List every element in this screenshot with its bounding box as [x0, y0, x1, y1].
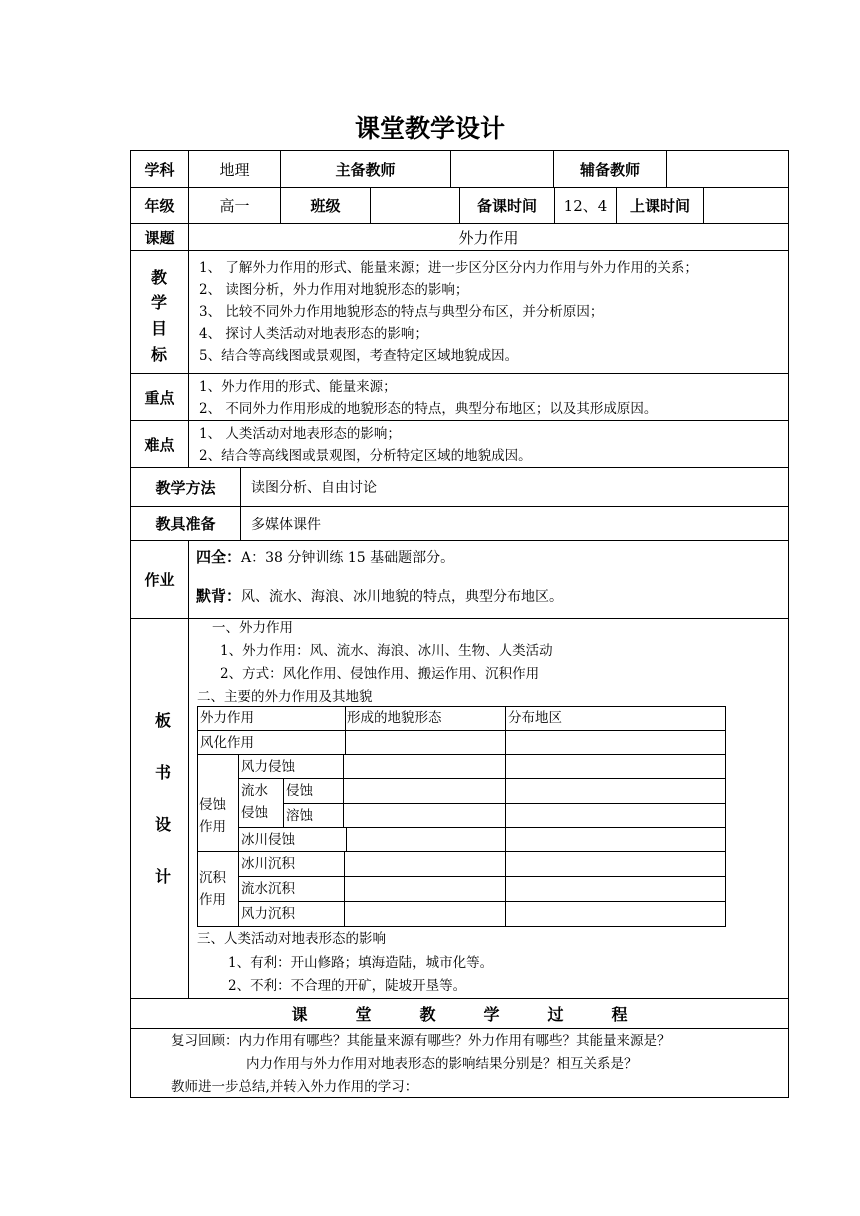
process-header-char: 过 — [547, 1005, 564, 1024]
board-line: 1、外力作用：风、流水、海浪、冰川、生物、人类活动 — [220, 643, 553, 659]
method-value: 读图分析、自由讨论 — [240, 467, 789, 507]
board-table-cell — [344, 901, 506, 927]
board-table-cell — [505, 876, 726, 902]
assist-teacher-value — [666, 150, 789, 188]
board-table-water-erosion: 侵蚀 — [286, 783, 313, 799]
process-line: 教师进一步总结,并转入外力作用的学习： — [171, 1079, 419, 1095]
process-header-char: 学 — [483, 1005, 500, 1024]
difficult-point-item: 2、结合等高线图或景观图，分析特定区域的地貌成因。 — [199, 448, 532, 464]
process-header-char: 课 — [291, 1005, 308, 1024]
board-table-glacier-deposition: 冰川沉积 — [241, 856, 295, 872]
class-time-label: 上课时间 — [616, 187, 704, 224]
board-table-cell — [505, 803, 726, 828]
board-table-erosion-group — [199, 794, 227, 838]
subject-label: 学科 — [130, 150, 189, 188]
key-point-item: 1、外力作用的形式、能量来源； — [199, 379, 397, 395]
board-line: 2、方式：风化作用、侵蚀作用、搬运作用、沉积作用 — [220, 666, 540, 682]
difficult-points-label: 难点 — [130, 420, 189, 468]
process-header-char: 教 — [419, 1005, 436, 1024]
board-table-cell — [343, 803, 506, 828]
board-table-erosion-group-label: 侵蚀作用 — [199, 797, 226, 835]
homework-item-1-text: A：38 分钟训练 15 基础题部分。 — [241, 550, 455, 566]
board-line: 1、有利：开山修路；填海造陆，城市化等。 — [228, 955, 494, 971]
prep-time-value: 12、4 — [554, 187, 617, 224]
board-table-header: 外力作用 — [200, 710, 254, 726]
tools-label: 教具准备 — [130, 506, 241, 541]
goals-label-char: 标 — [151, 345, 168, 364]
goals-label-char: 目 — [151, 319, 168, 338]
board-table-cell — [505, 851, 726, 877]
key-points-content — [188, 373, 789, 421]
topic-value: 外力作用 — [188, 223, 789, 251]
board-table-cell — [343, 778, 506, 804]
subject-value: 地理 — [188, 150, 281, 188]
goals-content — [188, 250, 789, 374]
board-table-cell — [343, 754, 506, 779]
homework-item-2 — [196, 587, 563, 606]
difficult-point-item: 1、 人类活动对地表形态的影响； — [199, 426, 401, 442]
page-title: 课堂教学设计 — [354, 114, 505, 143]
homework-item-1-prefix: 四全： — [196, 548, 242, 566]
board-table-glacier-erosion: 冰川侵蚀 — [241, 832, 295, 848]
prep-time-label: 备课时间 — [459, 187, 555, 224]
board-table-water-dissolution: 溶蚀 — [286, 808, 313, 824]
goal-item: 5、结合等高线图或景观图，考查特定区域地貌成因。 — [199, 348, 519, 364]
board-table-header: 分布地区 — [508, 710, 562, 726]
goal-item: 3、 比较不同外力作用地貌形态的特点与典型分布区，并分析原因； — [199, 304, 604, 320]
process-header-char: 程 — [611, 1005, 628, 1024]
tools-value: 多媒体课件 — [240, 506, 789, 541]
main-teacher-value — [450, 150, 554, 188]
goal-item: 4、 探讨人类活动对地表形态的影响； — [199, 326, 428, 342]
board-table-weathering: 风化作用 — [200, 735, 254, 751]
board-label-char: 设 — [155, 815, 172, 834]
goals-label-char: 教 — [151, 268, 168, 287]
board-table-cell — [505, 827, 726, 852]
board-line: 三、人类活动对地表形态的影响 — [197, 931, 386, 947]
grade-label: 年级 — [130, 187, 189, 224]
process-line: 内力作用与外力作用对地表形态的影响结果分别是？相互关系是？ — [246, 1056, 638, 1072]
board-table-deposition-group-label: 沉积作用 — [199, 870, 226, 908]
homework-item-1 — [196, 548, 454, 567]
goal-item: 2、 读图分析，外力作用对地貌形态的影响； — [199, 282, 469, 298]
board-table-header: 形成的地貌形态 — [347, 710, 442, 726]
board-table-water-group-label: 流水侵蚀 — [241, 783, 268, 821]
board-table-cell — [346, 827, 506, 852]
homework-label: 作业 — [130, 540, 189, 619]
board-table-cell — [505, 901, 726, 927]
board-table-cell — [345, 730, 506, 755]
board-line: 二、主要的外力作用及其地貌 — [197, 689, 373, 705]
board-table-water-deposition: 流水沉积 — [241, 881, 295, 897]
assist-teacher-label: 辅备教师 — [553, 150, 667, 188]
board-label-char: 板 — [155, 711, 172, 730]
board-line: 一、外力作用 — [212, 620, 293, 636]
board-table-water-group — [241, 780, 269, 824]
class-time-value — [703, 187, 789, 224]
board-label-cell — [130, 618, 189, 999]
goals-label-char: 学 — [151, 293, 168, 312]
board-table-wind-erosion: 风力侵蚀 — [241, 759, 295, 775]
board-label-char: 计 — [155, 867, 172, 886]
board-table-wind-deposition: 风力沉积 — [241, 906, 295, 922]
board-table-cell — [505, 730, 726, 755]
method-label: 教学方法 — [130, 467, 241, 507]
class-label: 班级 — [280, 187, 371, 224]
board-table-cell — [505, 754, 726, 779]
key-points-label: 重点 — [130, 373, 189, 421]
board-table-cell — [344, 876, 506, 902]
process-header — [130, 998, 789, 1029]
key-point-item: 2、 不同外力作用形成的地貌形态的特点，典型分布地区；以及其形成原因。 — [199, 401, 658, 417]
homework-item-2-prefix: 默背： — [196, 587, 242, 605]
board-table-cell — [505, 778, 726, 804]
homework-item-2-text: 风、流水、海浪、冰川地貌的特点，典型分布地区。 — [241, 589, 564, 605]
class-value — [370, 187, 460, 224]
board-table-cell — [344, 851, 506, 877]
topic-label: 课题 — [130, 223, 189, 251]
grade-value: 高一 — [188, 187, 281, 224]
difficult-points-content — [188, 420, 789, 468]
board-label-char: 书 — [155, 763, 172, 782]
process-header-char: 堂 — [355, 1005, 372, 1024]
board-table-deposition-group — [199, 867, 227, 911]
process-line: 复习回顾：内力作用有哪些？其能量来源有哪些？外力作用有哪些？其能量来源是？ — [171, 1033, 671, 1049]
board-line: 2、不利：不合理的开矿，陡坡开垦等。 — [228, 978, 467, 994]
goal-item: 1、 了解外力作用的形式、能量来源；进一步区分区分内力作用与外力作用的关系； — [199, 260, 698, 276]
main-teacher-label: 主备教师 — [280, 150, 451, 188]
